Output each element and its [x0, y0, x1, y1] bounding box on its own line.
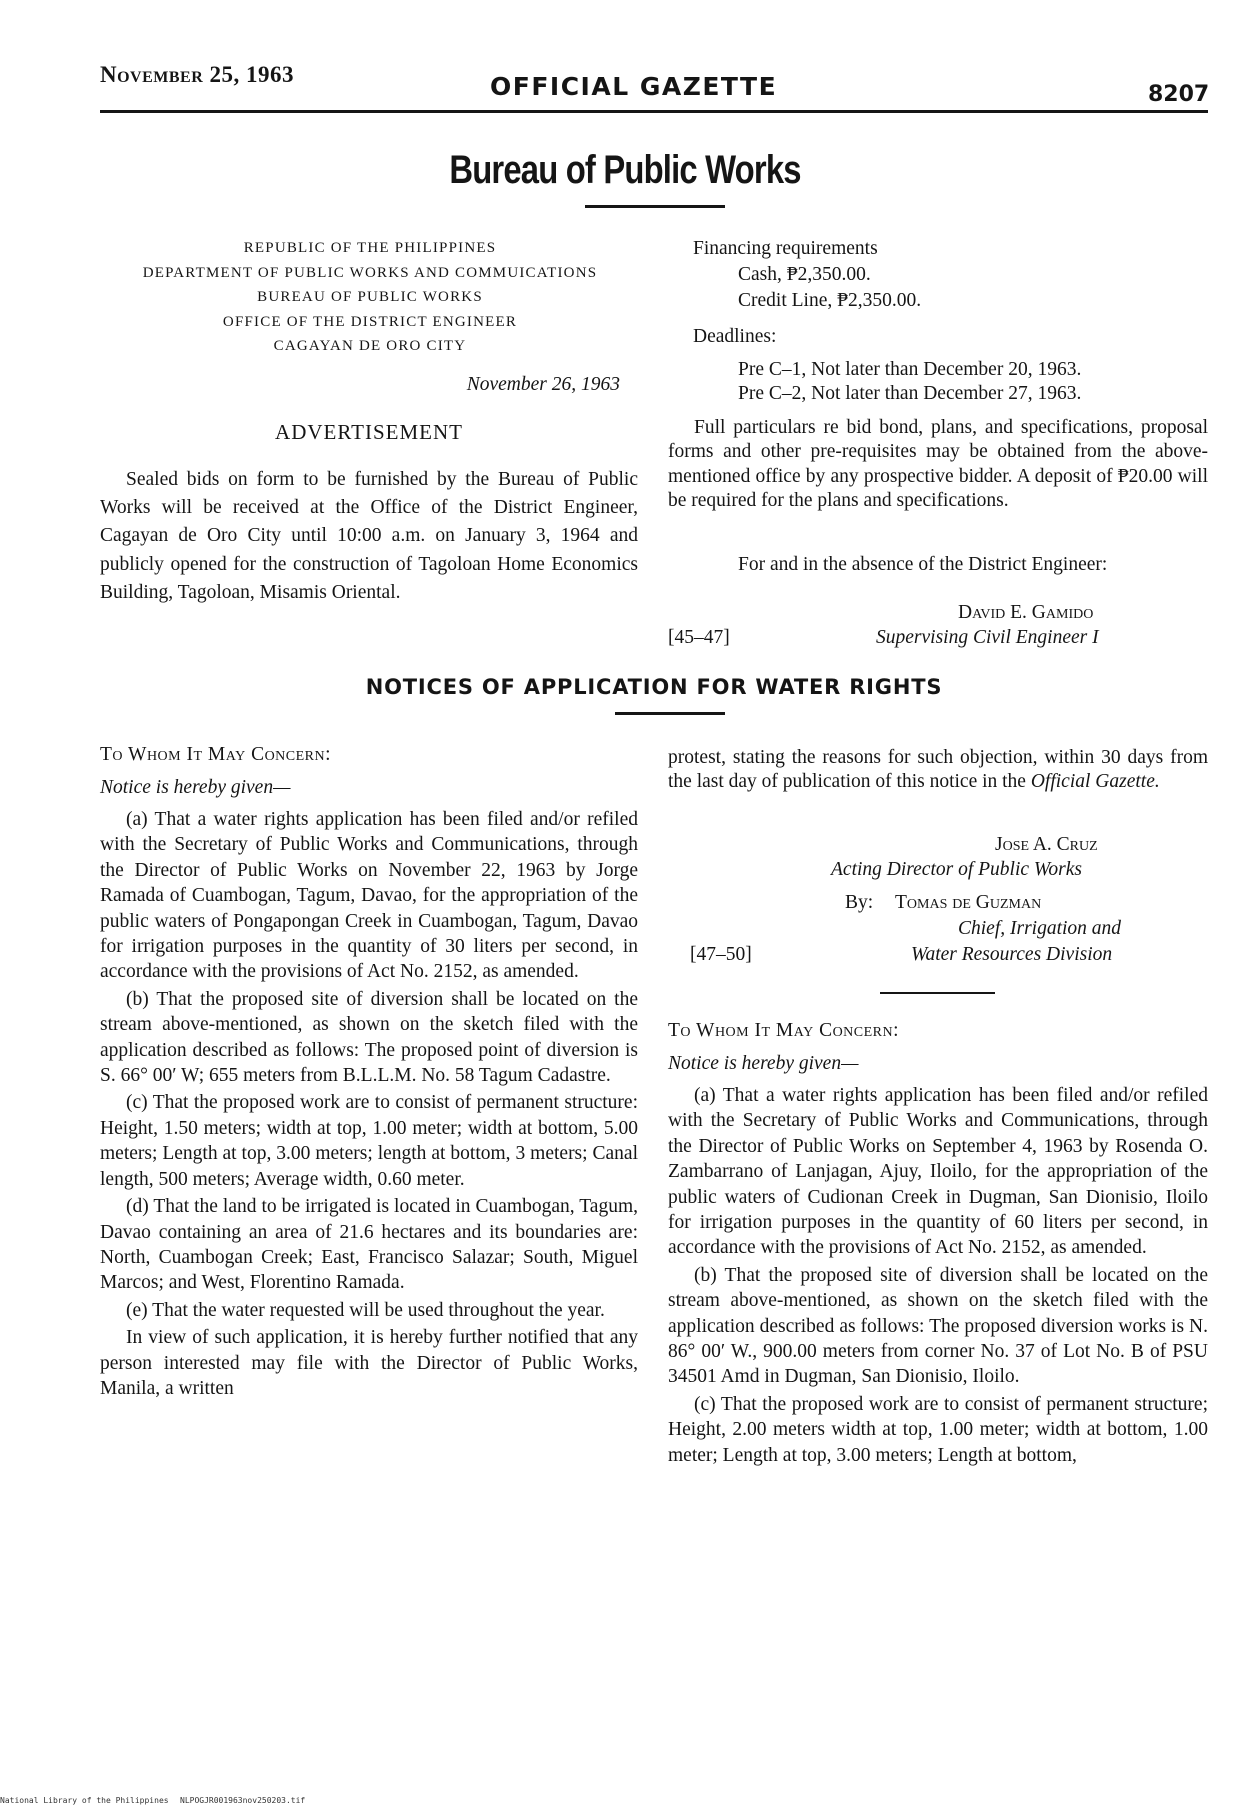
- chief-title-1: Chief, Irrigation and: [958, 918, 1122, 939]
- office-line: OFFICE OF THE DISTRICT ENGINEER: [222, 313, 518, 330]
- notice1-intro: Notice is hereby given—: [100, 777, 291, 798]
- particulars-text: Full particulars re bid bond, plans, and specifications, proposal forms and other pre-requisites may be obtained from the above-mentioned office by any prospective bidder. A deposit of ₱20.00 will be required for the plans and specifications.: [668, 417, 1208, 512]
- title-rule: [585, 205, 725, 208]
- notice1-para-e: (e) That the water requested will be used throughout the year.: [126, 1299, 605, 1321]
- office-line: REPUBLIC OF THE PHILIPPINES: [243, 240, 497, 256]
- notice-separator: [880, 992, 995, 994]
- advertisement-body: Sealed bids on form to be furnished by the Bureau of Public Works will be received at the Office of the District Engineer, Cagayan de Oro City until 10:00 a.m. on January 3, 1964 and publicly opened for the construction of Tagoloan Home Economics Building, Tagoloan, Misamis Oriental.: [100, 469, 638, 603]
- notice1-continuation: [668, 746, 1208, 795]
- notice2-column: [668, 1020, 1208, 1468]
- header-date: November 25, 1963: [100, 62, 295, 87]
- notice1-para-a: (a) That a water rights application has been filed and/or refiled with the Secretary of Public Works and Communications, through the Director of Public Works on November 22, 1963 by Jorge Ramada of Cuambogan, Tagum, Davao, for the appropriation of the public waters of Pongapongan Creek in Cuambogan, Tagum, Davao for irrigation purposes in the quantity of 30 liters per second, in accordance with the provisions of Act No. 2152, as amended.: [100, 809, 638, 983]
- advertisement-issue-ref: [45–47]: [668, 627, 730, 648]
- absence-text: For and in the absence of the District Engineer:: [738, 554, 1108, 575]
- office-line: CAGAYAN DE ORO CITY: [273, 338, 467, 354]
- notice2-para-a: (a) That a water rights application has been filed and/or refiled with the Secretary of Public Works and Communications, through the Director of Public Works on September 4, 1963 by Rosenda O. Zambarrano of Lanjagan, Ajuy, Iloilo, for the appropriation of the public waters of Cudionan Creek in Dugman, San Dionisio, Iloilo for irrigation purposes in the quantity of 60 liters per second, in accordance with the provisions of Act No. 2152, as amended.: [668, 1085, 1208, 1259]
- notices-title: NOTICES OF APPLICATION FOR WATER RIGHTS: [365, 675, 943, 699]
- notice1-continuation-text: protest, stating the reasons for such objection, within 30 days from the last day of publication of this notice in the: [668, 747, 1208, 793]
- credit-amount: Credit Line, ₱2,350.00.: [738, 290, 922, 311]
- deadline-pre-c1: Pre C–1, Not later than December 20, 1963.: [738, 359, 1082, 380]
- advertisement-title: ADVERTISEMENT: [275, 420, 463, 444]
- notice1-column: [100, 744, 638, 1401]
- notice1-continuation-block: [668, 746, 1208, 965]
- office-block: [100, 236, 640, 359]
- page-number: 8207: [1148, 82, 1210, 107]
- director-title: Acting Director of Public Works: [831, 859, 1082, 880]
- notice2-para-c: (c) That the proposed work are to consist of permanent structure; Height, 2.00 meters width at top, 1.00 meter; width at bottom, 1.00 meter; Length at top, 3.00 meters; Length at bottom,: [668, 1393, 1208, 1466]
- notices-rule: [615, 712, 725, 715]
- footer-file-id: NLPOGJR001963nov250203.tif: [180, 1796, 306, 1805]
- chief-name: Tomas de Guzman: [895, 892, 1042, 913]
- cash-amount: Cash, ₱2,350.00.: [738, 264, 871, 285]
- publication-name: OFFICIAL GAZETTE: [490, 72, 778, 101]
- notice1-salutation: To Whom It May Concern:: [100, 744, 332, 765]
- signer-name: David E. Gamido: [958, 602, 1094, 623]
- notice1-issue-ref: [47–50]: [690, 944, 752, 965]
- chief-title-2: Water Resources Division: [911, 944, 1113, 965]
- advertisement-date: November 26, 1963: [466, 374, 620, 395]
- header-rule: [100, 110, 1208, 113]
- director-name: Jose A. Cruz: [995, 834, 1098, 855]
- notice1-para-view: In view of such application, it is hereby further notified that any person interested may file with the Director of Public Works, Manila, a written: [100, 1327, 638, 1399]
- deadline-pre-c2: Pre C–2, Not later than December 27, 1963.: [738, 383, 1082, 404]
- section-title: Bureau of Public Works: [449, 148, 801, 192]
- gazette-name: Official Gazette.: [1030, 771, 1160, 793]
- office-line: DEPARTMENT OF PUBLIC WORKS AND COMMUICATIONS: [142, 264, 598, 281]
- notice1-para-d: (d) That the land to be irrigated is located in Cuambogan, Tagum, Davao containing an area of 21.6 hectares and its boundaries are: North, Cuambogan Creek; East, Francisco Salazar; South, Miguel Marcos; and West, Florentino Ramada.: [100, 1196, 638, 1294]
- signer-title: Supervising Civil Engineer I: [876, 627, 1099, 648]
- notice2-salutation: To Whom It May Concern:: [668, 1020, 900, 1041]
- deadlines-label: Deadlines:: [693, 326, 777, 347]
- notice1-para-b: (b) That the proposed site of diversion shall be located on the stream above-mentioned, as shown on the sketch filed with the application described as follows: The proposed point of diversion is S. 66° 00′ W; 655 meters from B.L.L.M. No. 58 Tagum Cadastre.: [100, 988, 638, 1087]
- footer-library: National Library of the Philippines: [0, 1796, 169, 1805]
- financing-label: Financing requirements: [693, 238, 878, 259]
- by-label: By:: [845, 892, 874, 913]
- office-line: BUREAU OF PUBLIC WORKS: [257, 289, 483, 305]
- notice2-para-b: (b) That the proposed site of diversion shall be located on the stream above-mentioned, as shown on the sketch filed with the application described as follows: The proposed diversion works is N. 86° 00′ W., 900.00 meters from corner No. 37 of Lot No. B of PSU 34501 Amd in Dugman, San Dionisio, Iloilo.: [668, 1264, 1208, 1388]
- notice1-para-c: (c) That the proposed work are to consist of permanent structure: Height, 1.50 meters; width at top, 1.00 meter; width at bottom, 5.00 meters; Length at top, 3.00 meters; length at bottom, 3 meters; Canal length, 500 meters; Average width, 0.60 meter.: [100, 1092, 638, 1190]
- notice2-intro: Notice is hereby given—: [668, 1053, 859, 1074]
